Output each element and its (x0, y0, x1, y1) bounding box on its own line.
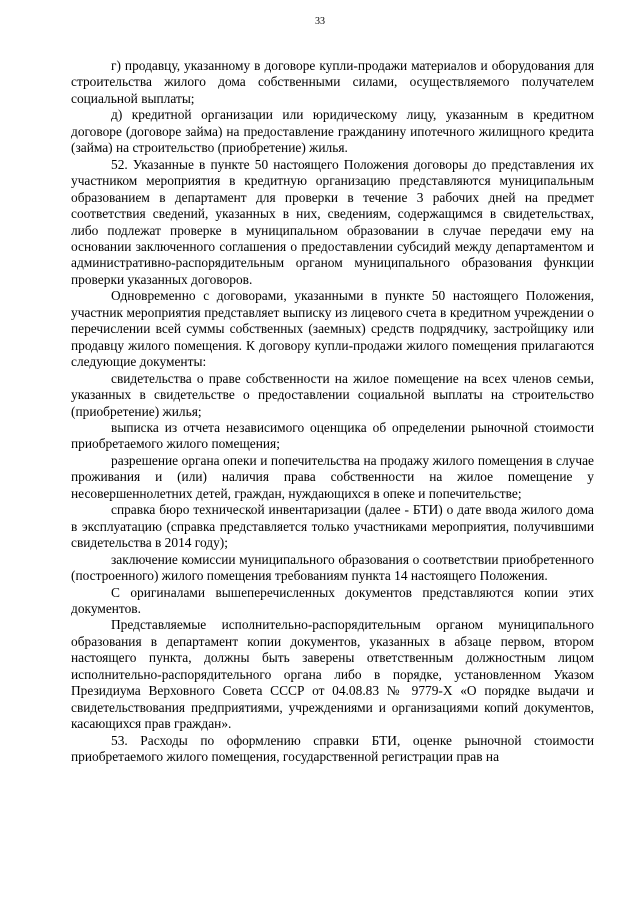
paragraph-commission-conclusion: заключение комиссии муниципального образования о соответствии приобретенного (построенного) жилого помещения требованиям пункта 14 настоящего Положения. (71, 551, 594, 584)
paragraph-ownership-certificates: свидетельства о праве собственности на жилое помещение на всех членов семьи, указанных в свидетельстве о предоставлении социальной выплаты на строительство (приобретение) жилья; (71, 370, 594, 419)
paragraph-simultaneously: Одновременно с договорами, указанными в пункте 50 настоящего Положения, участник мероприятия представляет выписку из лицевого счета в кредитном учреждении о перечислении всей суммы собственных (заемных) средств подрядчику, застройщику или продавцу жилого помещения. К договору купли-продажи жилого помещения прилагаются следующие документы: (71, 288, 594, 370)
paragraph-copies-certification: Представляемые исполнительно-распорядительным органом муниципального образования в департамент копии документов, указанных в абзаце первом, втором настоящего пункта, должны быть заверены ответственным должностным лицом исполнительно-распорядительного органа либо в порядке, установленном Указом Президиума Верховного Совета СССР от 04.08.83 № 9779-X «О порядке выдачи и свидетельствования предприятиями, учреждениями и организациями копий документов, касающихся прав граждан». (71, 617, 594, 732)
paragraph-guardianship-permission: разрешение органа опеки и попечительства на продажу жилого помещения в случае проживания и (или) наличия права собственности на жилое помещение у несовершеннолетних детей, граждан, нуждающихся в опеке и попечительстве; (71, 452, 594, 501)
paragraph-item-g: г) продавцу, указанному в договоре купли-продажи материалов и оборудования для строительства жилого дома собственными силами, осуществляемого получателем социальной выплаты; (71, 58, 594, 106)
paragraph-item-d: д) кредитной организации или юридическому лицу, указанным в кредитном договоре (договоре займа) на предоставление гражданину ипотечного жилищного кредита (займа) на строительство (приобретение) жилья. (71, 107, 594, 156)
page-number: 33 (315, 16, 325, 27)
paragraph-bti-certificate: справка бюро технической инвентаризации (далее - БТИ) о дате ввода жилого дома в эксплуатацию (справка представляется только участниками мероприятия, получившими свидетельства в 2014 году); (71, 502, 594, 551)
paragraph-clause-52: 52. Указанные в пункте 50 настоящего Положения договоры до представления их участником мероприятия в кредитную организацию представляются муниципальным образованием в департамент для проверки в течение 3 рабочих дней на предмет соответствия сведений, указанных в них, сведениям, содержащимся в свидетельствах, либо подлежат проверке в муниципальном образовании в случае передачи ему на основании заключенного соглашения о предоставлении субсидий между департаментом и административно-распорядительным органом муниципального образования функции проверки указанных договоров. (71, 156, 594, 287)
paragraph-appraisal-extract: выписка из отчета независимого оценщика об определении рыночной стоимости приобретаемого жилого помещения; (71, 419, 594, 452)
paragraph-clause-53: 53. Расходы по оформлению справки БТИ, оценке рыночной стоимости приобретаемого жилого помещения, государственной регистрации прав на (71, 732, 594, 765)
document-body (71, 58, 594, 765)
paragraph-originals-copies: С оригиналами вышеперечисленных документов представляются копии этих документов. (71, 584, 594, 616)
